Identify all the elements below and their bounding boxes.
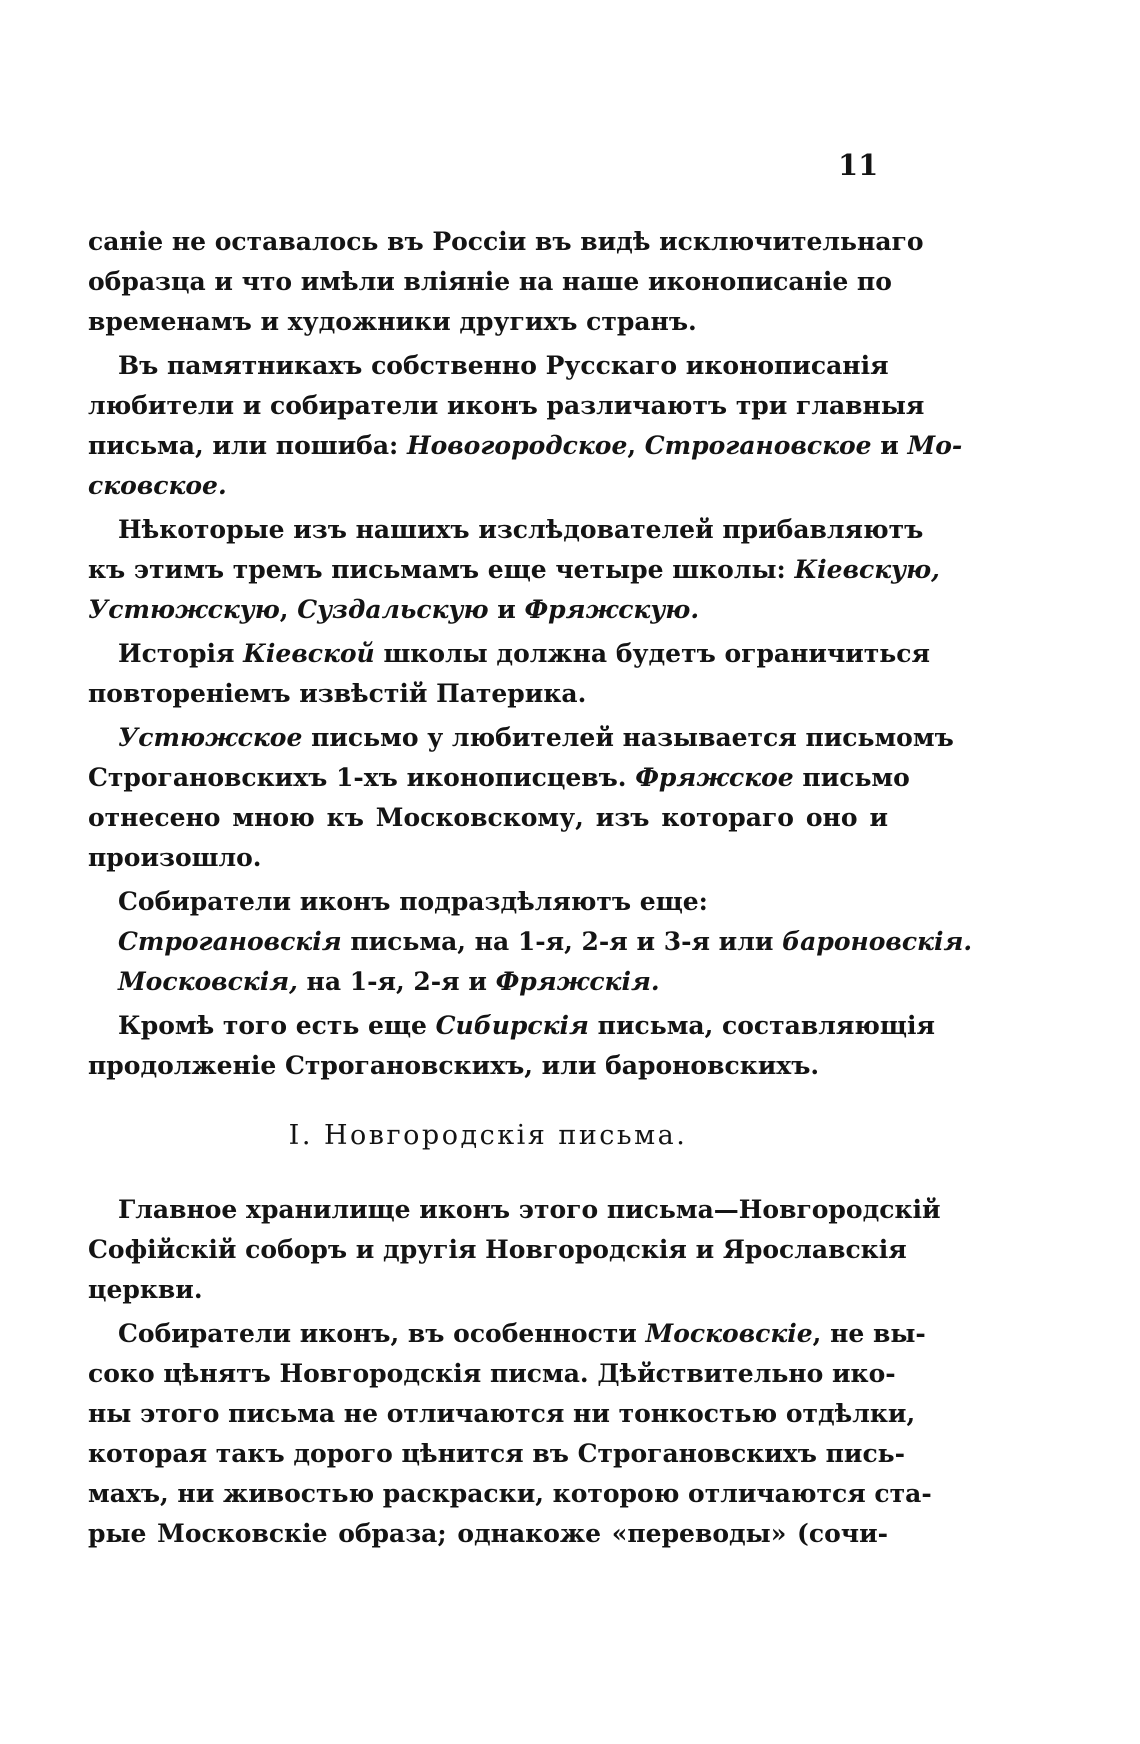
paragraph-start: Главное хранилище иконъ этого письма—Новгородскій — [118, 1195, 941, 1224]
text-run: школы должна будетъ ограничиться — [374, 639, 930, 668]
text-body — [88, 222, 973, 1554]
list-item — [88, 962, 888, 1002]
paragraph-start — [88, 1006, 935, 1046]
text-line: отнесено мною къ Московскому, изъ котораго оно и — [88, 803, 888, 832]
text-line: временамъ и художники другихъ странъ. — [88, 307, 697, 336]
text-line: саніе не оставалось въ Россіи въ видѣ исключительнаго — [88, 227, 924, 256]
text-run: письма, на 1-я, 2-я и 3-я или — [341, 927, 783, 956]
italic-term: Фряжское — [635, 763, 794, 792]
italic-term: Московскіе — [645, 1319, 813, 1348]
text-run: Исторія — [118, 639, 244, 668]
italic-term: бароновскія. — [782, 927, 973, 956]
text-run: Кромѣ того есть еще — [118, 1011, 436, 1040]
text-line — [88, 590, 888, 630]
italic-term: Фряжскія. — [495, 967, 660, 996]
text-run: , — [627, 431, 645, 460]
text-run: на 1-я, 2-я и — [297, 967, 496, 996]
italic-term: Устюжскую — [88, 595, 280, 624]
text-line: ны этого письма не отличаются ни тонкостью отдѣлки, — [88, 1399, 916, 1428]
italic-term: Мо- — [907, 431, 963, 460]
text-run: къ этимъ тремъ письмамъ еще четыре школы: — [88, 555, 795, 584]
text-line: продолженіе Строгановскихъ, или бароновскихъ. — [88, 1051, 820, 1080]
italic-term: Сибирскія — [435, 1011, 589, 1040]
text-line: Софійскій соборъ и другія Новгородскія и Ярославскія — [88, 1235, 907, 1264]
section-heading: I. Новгородскія письма. — [288, 1120, 688, 1151]
text-line: произошло. — [88, 843, 262, 872]
text-run: письма, составляющія — [588, 1011, 935, 1040]
text-run: письма, или пошиба: — [88, 431, 407, 460]
italic-term: Строгановское — [644, 431, 872, 460]
italic-term: сковское. — [88, 471, 227, 500]
text-line — [88, 550, 940, 590]
text-line — [88, 466, 888, 506]
list-item — [88, 922, 973, 962]
paragraph-start — [88, 718, 954, 758]
text-run: письмо у любителей называется письмомъ — [302, 723, 954, 752]
italic-term: Строгановскія — [118, 927, 342, 956]
italic-term: Устюжское — [118, 723, 303, 752]
text-line — [88, 426, 963, 466]
text-run: , не вы- — [812, 1319, 926, 1348]
text-run: Строгановскихъ 1-хъ иконописцевъ. — [88, 763, 636, 792]
italic-term: Новогородское — [406, 431, 628, 460]
text-line: махъ, ни живостью раскраски, которою отличаются ста- — [88, 1479, 932, 1508]
italic-term: Фряжскую. — [524, 595, 700, 624]
text-line: образца и что имѣли вліяніе на наше иконописаніе по — [88, 267, 892, 296]
italic-term: Суздальскую — [297, 595, 489, 624]
text-line: которая такъ дорого цѣнится въ Строгановскихъ пись- — [88, 1439, 906, 1468]
text-run: Собиратели иконъ, въ особенности — [118, 1319, 646, 1348]
text-line: соко цѣнятъ Новгородскія писма. Дѣйствительно ико- — [88, 1359, 896, 1388]
paragraph-start — [88, 1314, 926, 1354]
text-run: и — [488, 595, 525, 624]
text-line: любители и собиратели иконъ различаютъ три главныя — [88, 391, 925, 420]
paragraph-start: Собиратели иконъ подраздѣляютъ еще: — [118, 887, 708, 916]
text-line: церкви. — [88, 1275, 203, 1304]
text-line: повтореніемъ извѣстій Патерика. — [88, 679, 587, 708]
paragraph-start — [88, 634, 930, 674]
text-line — [88, 758, 910, 798]
text-run: , — [279, 595, 298, 624]
text-run: и — [871, 431, 908, 460]
italic-term: Кіевской — [243, 639, 375, 668]
text-line: рые Московскіе образа; однакоже «переводы» (сочи- — [88, 1519, 888, 1548]
page-number: 11 — [838, 148, 879, 182]
italic-term: Кіевскую, — [794, 555, 940, 584]
italic-term: Московскія, — [118, 967, 298, 996]
paragraph-start: Нѣкоторые изъ нашихъ изслѣдователей прибавляютъ — [118, 515, 924, 544]
paragraph-start: Въ памятникахъ собственно Русскаго иконописанія — [118, 351, 889, 380]
text-run: письмо — [793, 763, 910, 792]
